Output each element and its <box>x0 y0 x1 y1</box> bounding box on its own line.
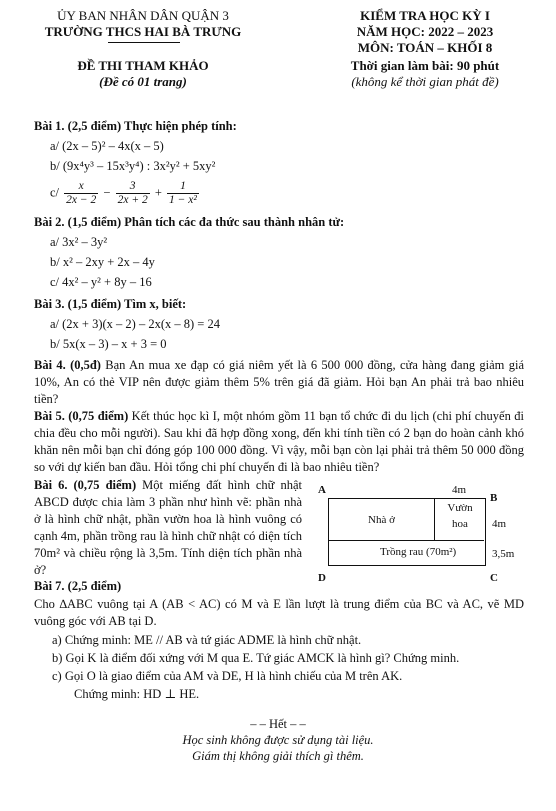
header-school: TRƯỜNG THCS HAI BÀ TRƯNG <box>44 24 242 39</box>
dim-right-2: 3,5m <box>492 548 515 560</box>
fraction-1-num: x <box>64 180 98 194</box>
exam-title: KIỂM TRA HỌC KỲ I <box>360 8 490 23</box>
fraction-3 <box>167 180 199 207</box>
subject: MÔN: TOÁN – KHỐI 8 <box>357 40 493 55</box>
problem-5-text: Kết thúc học kì I, một nhóm gồm 11 bạn tổ chức đi du lịch (chi phí chuyến đi chia đều cho mỗi người). Sau khi đã hợp đồng xong, đến khi tính tiền có 2 bạn do hoàn cảnh khó khăn nên mỗi bạn chỉ đóng góp 100 000 đồng. Vì vậy, mỗi bạn còn lại phải trả thêm 50 000 đồng so với dự kiến ban đầu. Hỏi tổng chi phí chuyến đi là bao nhiêu tiền? <box>34 409 524 474</box>
problem-5 <box>34 408 524 476</box>
garden-divider <box>434 498 435 540</box>
operator-2: + <box>154 185 162 200</box>
fraction-2-num: 3 <box>116 180 150 194</box>
end-marker: – – Hết – – <box>250 717 306 731</box>
dim-right-1: 4m <box>492 518 507 530</box>
problem-2-title: Bài 2. (1,5 điểm) Phân tích các đa thức sau thành nhân tử: <box>34 215 345 229</box>
problem-7-intro: Cho ∆ABC vuông tại A (AB < AC) có M và E lần lượt là trung điểm của BC và AC, vẽ MD vuông góc với AB tại D. <box>34 597 524 628</box>
problem-4-label: Bài 4. (0,5đ) <box>34 358 101 372</box>
garden-label-2: hoa <box>452 518 468 530</box>
duration-note: (không kể thời gian phát đề) <box>351 74 499 89</box>
vertex-c: C <box>490 572 498 584</box>
fraction-1-den: 2x − 2 <box>66 194 97 206</box>
problem-1-title: Bài 1. (2,5 điểm) Thực hiện phép tính: <box>34 119 237 133</box>
vertex-d: D <box>318 572 326 584</box>
page-count: (Đề có 01 trang) <box>99 74 187 89</box>
duration: Thời gian làm bài: 90 phút <box>350 58 500 73</box>
problem-7b: b) Gọi K là điểm đối xứng với M qua E. Tứ giác AMCK là hình gì? Chứng minh. <box>52 651 460 665</box>
problem-1c <box>50 180 201 207</box>
dim-top: 4m <box>452 484 467 496</box>
problem-3-title: Bài 3. (1,5 điểm) Tìm x, biết: <box>34 297 187 311</box>
school-year: NĂM HỌC: 2022 – 2023 <box>356 24 494 39</box>
fraction-1 <box>64 180 98 207</box>
problem-7c-2: Chứng minh: HD ⊥ HE. <box>74 687 200 701</box>
problem-7a: a) Chứng minh: ME // AB và tứ giác ADME là hình chữ nhật. <box>52 633 362 647</box>
header-district: ỦY BAN NHÂN DÂN QUẬN 3 <box>57 8 229 23</box>
footer-note-1: Học sinh không được sử dụng tài liệu. <box>182 733 374 747</box>
problem-4-text: Bạn An mua xe đạp có giá niêm yết là 6 500 000 đồng, cửa hàng đang giảm giá 10%, An có thẻ VIP nên được giảm thêm 5% trên giá đã giảm. Hỏi bạn An phải trả bao nhiêu tiền? <box>34 358 524 406</box>
problem-2b: b/ x² – 2xy + 2x – 4y <box>50 255 155 269</box>
header-divider <box>108 42 180 43</box>
footer-note-2: Giám thị không giải thích gì thêm. <box>192 749 364 763</box>
fraction-3-num: 1 <box>167 180 199 194</box>
problem-3b: b/ 5x(x – 3) – x + 3 = 0 <box>50 337 167 351</box>
land-diagram <box>314 478 526 588</box>
problem-6 <box>34 477 302 579</box>
exam-type: ĐỀ THI THAM KHẢO <box>77 58 209 73</box>
fraction-2-den: 2x + 2 <box>117 194 148 206</box>
garden-label-1: Vườn <box>447 502 473 514</box>
problem-6-text: Một miếng đất hình chữ nhật ABCD được chia làm 3 phần như hình vẽ: phần nhà ở là hình chữ nhật, phần vườn hoa là hình vuông có cạnh 4m, phần trồng rau là hình chữ nhật có diện tích 70m² và chiều rộng là 3,5m. Tính diện tích phần nhà ở? <box>34 478 302 577</box>
problem-7c: c) Gọi O là giao điểm của AM và DE, H là hình chiếu của M trên AK. <box>52 669 403 683</box>
operator-1: − <box>103 185 111 200</box>
problem-7-title: Bài 7. (2,5 điểm) <box>34 579 122 593</box>
vertex-a: A <box>318 484 326 496</box>
problem-5-label: Bài 5. (0,75 điểm) <box>34 409 129 423</box>
problem-1c-prefix: c/ <box>50 185 60 200</box>
problem-3a: a/ (2x + 3)(x – 2) – 2x(x – 8) = 24 <box>50 317 220 331</box>
problem-2c: c/ 4x² – y² + 8y – 16 <box>50 275 152 289</box>
house-label: Nhà ở <box>368 514 395 526</box>
vegetable-label: Trồng rau (70m²) <box>380 546 457 558</box>
problem-1b: b/ (9x⁴y³ – 15x³y⁴) : 3x²y² + 5xy² <box>50 159 216 173</box>
problem-4 <box>34 357 524 408</box>
problem-2a: a/ 3x² – 3y² <box>50 235 108 249</box>
problem-6-label: Bài 6. (0,75 điểm) <box>34 478 137 492</box>
fraction-3-den: 1 − x² <box>169 194 197 206</box>
vertex-b: B <box>490 492 498 504</box>
problem-1a: a/ (2x – 5)² – 4x(x – 5) <box>50 139 164 153</box>
fraction-2 <box>116 180 150 207</box>
